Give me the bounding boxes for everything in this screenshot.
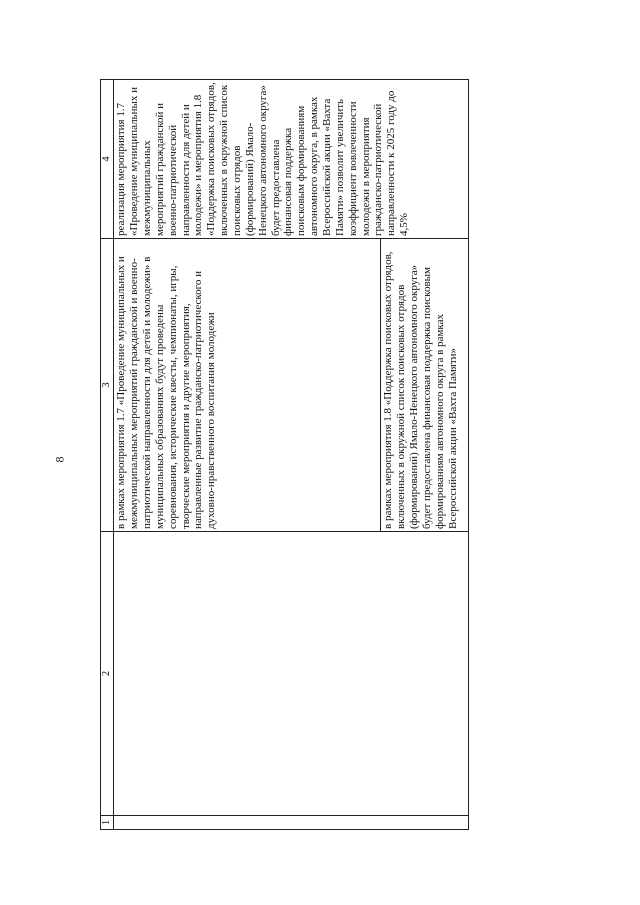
- header-cell-4: 4: [101, 80, 114, 239]
- row-cell-measure-1-7: в рамках мероприятия 1.7 «Проведение муниципальных и межмуниципальных мероприятий гражданской и военно-патриотической направленности для детей и молодежи» в муниципальных образованиях будут проведены соревнования, исторические квесты, чемпионаты, игры, творческие мероприятия и другие мероприятия, направленные развитие гражданско-патриотического и духовно-нравственного воспитания молодежи: [114, 239, 381, 532]
- header-cell-3: 3: [101, 239, 114, 532]
- rotated-table-sheet: [100, 80, 478, 830]
- measures-table: [100, 79, 469, 830]
- table-row: [114, 80, 381, 830]
- header-cell-2: 2: [101, 532, 114, 816]
- row-cell-result: реализация мероприятия 1.7 «Проведение муниципальных и межмуниципальных мероприятий гражданской и военно-патриотической направленности для детей и молодежи» и мероприятия 1.8 «Поддержка поисковых отрядов, включенных в окружной список поисковых отрядов (формирований) Ямало-Ненецкого автономного округа» будет предоставлена финансовая поддержка поисковым формированиям автономного округа, в рамках Всероссийской акции «Вахта Памяти» позволит увеличить коэффициент вовлеченности молодежи в мероприятия гражданско-патриотической направленности к 2025 году до 4,5%: [114, 80, 469, 239]
- page-number: 8: [52, 456, 67, 463]
- header-cell-1: 1: [101, 816, 114, 830]
- table-header-row: [101, 80, 114, 830]
- row-cell-measure-1-8: в рамках мероприятия 1.8 «Поддержка поисковых отрядов, включенных в окружной список поисковых отрядов (формирований) Ямало-Ненецкого автономного округа» будет предоставлена финансовая поддержка поисковым формированиям автономного округа в рамках Всероссийской акции «Вахта Памяти»: [381, 239, 469, 532]
- row-cell-number: [114, 816, 469, 830]
- row-cell-task: [114, 532, 469, 816]
